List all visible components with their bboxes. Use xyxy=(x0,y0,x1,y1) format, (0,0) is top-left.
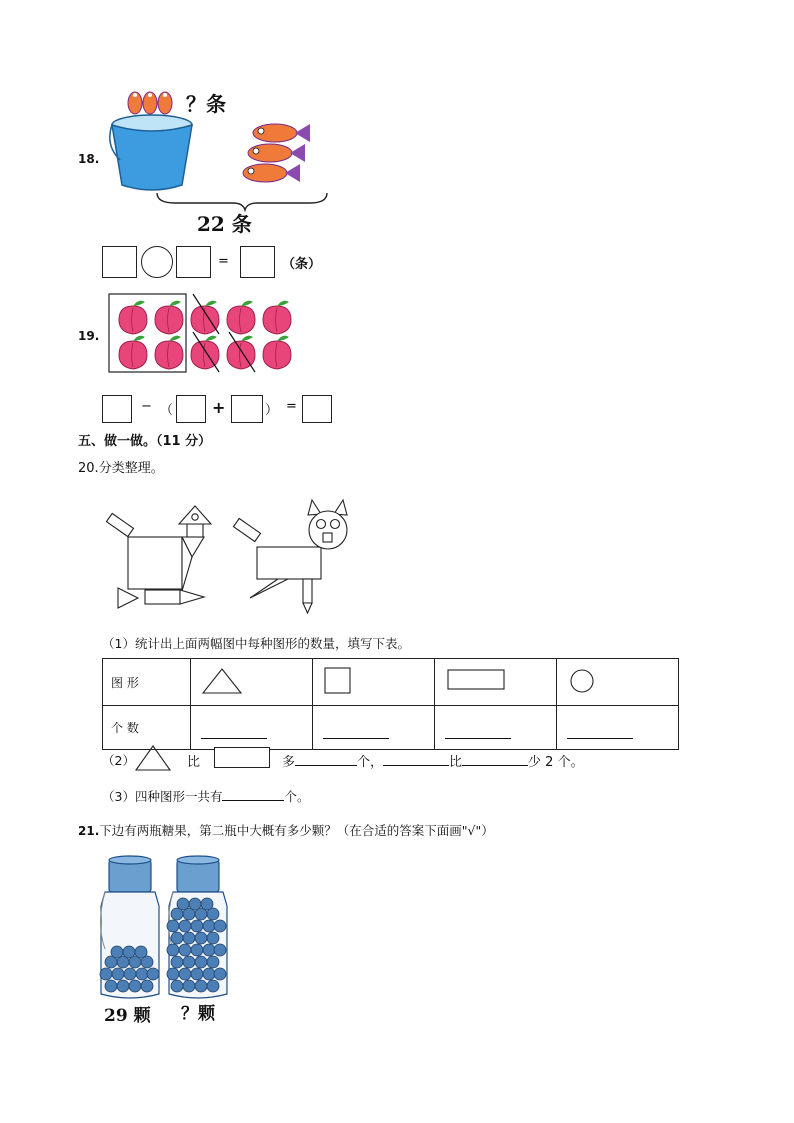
table-header-shape: 图 形 xyxy=(103,659,191,706)
question-21-number: 21. xyxy=(78,824,100,838)
answer-box-2[interactable] xyxy=(176,246,211,278)
q20-part2-ge: 个， xyxy=(357,755,384,770)
section-5-title: 五、做一做。（11 分） xyxy=(78,434,212,449)
circle-icon xyxy=(557,659,678,702)
figure-cat-shapes xyxy=(233,500,347,613)
table-row xyxy=(103,706,679,750)
table-cell-square xyxy=(313,659,435,706)
answer-blank[interactable] xyxy=(222,788,284,801)
question-21 xyxy=(78,821,494,839)
q20-part2-bi: 比 xyxy=(187,755,201,770)
rectangle-icon xyxy=(214,747,270,768)
question-20-number: 20. xyxy=(78,461,99,476)
q20-part3-prefix: （3）四种图形一共有 xyxy=(102,789,223,804)
shape-figures-illustration xyxy=(100,495,360,620)
equals-sign: = xyxy=(218,254,229,269)
question-21-text: 下边有两瓶糖果，第二瓶中大概有多少颗？（在合适的答案下面画"√"） xyxy=(99,823,494,838)
answer-blank[interactable] xyxy=(323,716,389,739)
table-cell-rectangle-count[interactable] xyxy=(435,706,557,750)
answer-blank[interactable] xyxy=(567,716,633,739)
triangle-icon xyxy=(191,659,312,702)
table-cell-circle xyxy=(557,659,679,706)
operator-circle[interactable] xyxy=(141,246,173,278)
q20-part1: （1）统计出上面两幅图中每种图形的数量，填写下表。 xyxy=(102,636,410,651)
fish-group-icon xyxy=(243,124,310,182)
plus-sign: + xyxy=(212,398,226,417)
peach-icon xyxy=(119,301,291,369)
candy-jars-illustration xyxy=(95,850,235,1000)
jar-1-icon xyxy=(100,856,159,998)
left-paren: （ xyxy=(160,403,174,418)
question-20-text: 分类整理。 xyxy=(98,461,164,476)
unit-label: （条） xyxy=(282,257,322,272)
answer-box-addend-1[interactable] xyxy=(176,395,206,423)
fish-total-label: 22 条 xyxy=(197,212,252,236)
table-cell-circle-count[interactable] xyxy=(557,706,679,750)
q20-part3-suffix: 个。 xyxy=(284,789,310,804)
answer-box-result[interactable] xyxy=(302,395,332,423)
q20-part2-bi2: 比 xyxy=(449,755,463,770)
table-cell-triangle-count[interactable] xyxy=(191,706,313,750)
bucket-icon xyxy=(110,115,192,190)
q20-part2-duo: 多 xyxy=(282,755,296,770)
answer-box-minuend[interactable] xyxy=(102,395,132,423)
shape-count-table xyxy=(102,658,679,750)
question-18-number: 18. xyxy=(78,152,100,166)
answer-blank[interactable] xyxy=(383,753,449,766)
answer-blank[interactable] xyxy=(445,716,511,739)
square-icon xyxy=(313,659,434,702)
table-cell-square-count[interactable] xyxy=(313,706,435,750)
jar-2-icon xyxy=(167,856,227,998)
equals-sign: = xyxy=(286,399,297,414)
jar-1-label: 29 颗 xyxy=(104,1006,151,1026)
triangle-icon xyxy=(134,744,174,772)
right-paren: ） xyxy=(265,403,279,418)
minus-sign: − xyxy=(141,399,152,414)
answer-blank[interactable] xyxy=(462,753,528,766)
answer-box-addend-2[interactable] xyxy=(231,395,263,423)
jar-2-label: ？颗 xyxy=(181,1004,215,1024)
fish-in-bucket-label: ？条 xyxy=(186,92,226,116)
question-20-title xyxy=(78,457,164,476)
q20-part2-label: （2） xyxy=(102,753,135,768)
fish-icon xyxy=(128,92,172,114)
question-19-number: 19. xyxy=(78,329,100,343)
answer-blank[interactable] xyxy=(295,753,357,766)
table-cell-rectangle xyxy=(435,659,557,706)
answer-blank[interactable] xyxy=(201,716,267,739)
figure-dog-shapes xyxy=(106,506,211,608)
answer-box-result[interactable] xyxy=(240,246,275,278)
rectangle-icon xyxy=(435,659,556,702)
q20-part3 xyxy=(102,787,309,805)
q20-part2-line xyxy=(282,751,584,770)
table-row xyxy=(103,659,679,706)
table-header-count: 个 数 xyxy=(103,706,191,750)
table-cell-triangle xyxy=(191,659,313,706)
q20-part2-shao: 少 2 个。 xyxy=(528,755,584,770)
answer-box-1[interactable] xyxy=(102,246,137,278)
peaches-illustration xyxy=(105,290,305,375)
